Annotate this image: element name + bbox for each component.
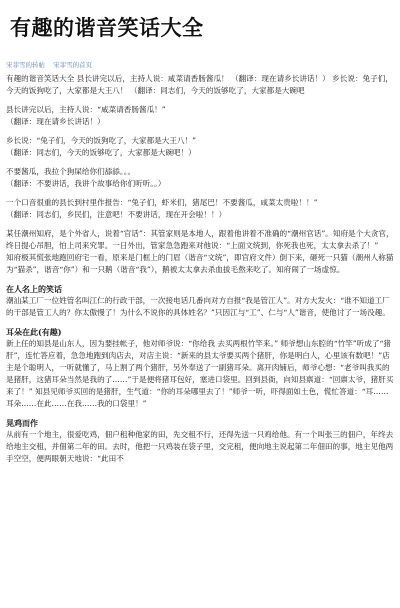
section-heading: 晃鸡而作 xyxy=(6,418,38,428)
paragraph: 有趣的谐音笑话大全 县长讲完以后，主持人说：咸菜请香肠酱瓜！ （翻译：现在请乡长讲话！） 乡长说：兔子们，今天的饭狗吃了，大家都是大王八！ （翻译：同志们，今天的饭够吃了，大家都是大碗吧 xyxy=(6,74,393,95)
paragraph: 知府极其慌张地跑回府宅一看，原来是门框上的门眉（谐音“文统”，即官府文件）倒下来，砸死一只猫（潮州人称猫为“猫杀”，谐音“你”）和一只鹅（谐音“我”），鹅被太太拿去杀血拔毛熬来吃了。知府闹了一场虚惊。 xyxy=(6,253,394,274)
post-meta xyxy=(6,60,394,69)
paragraph: 从前有一个地主，很爱吃鸡，佃户租种他家的田，先交租不行，还得先送一只鸡给他。有一个叫张三的佃户，年终去给地主交租，并佃第二年的田。去时，他把一只鸡装在袋子里，交完租，便向地主说起第二年佃田的事，地主见他两手空空，便两眼朝天地说：“此田不 xyxy=(6,430,394,463)
article-section xyxy=(6,326,394,410)
paragraph: （翻译：同志们，今天的饭够吃了，大家都是大碗吧！） xyxy=(6,148,196,157)
article-body xyxy=(6,73,394,465)
repost-link[interactable]: 宋菲雪的转帖 xyxy=(6,61,45,69)
paragraph: 不要酱瓜，我拉个狗屎给你们舔舔。。。 xyxy=(6,167,136,176)
paragraph: 潮汕某工厂一位姓管名叫江仁的行政干部，一次接电话几番向对方自报“我是管江人”。对方大发火：“谁不知道工厂的干部是管工人的？你太傲慢了！为什么不说你的具体姓名？”只因江与“工”、仁与“人”谐音，使他讨了一场没趣。 xyxy=(6,296,390,317)
section-heading: 耳朵在此(有趣) xyxy=(6,327,62,337)
article-section xyxy=(6,166,394,190)
paragraph: 某任潮州知府，是个外省人，说着“官话”：其管家则是本地人，跟着他讲着不准确的“潮州官话”。知府是个大贪官，终日提心吊胆，怕上司来究罪。一日外出，管家急急跑来对他说：“上面文统到，你死我也死，太太拿去杀了！” xyxy=(6,229,394,250)
paragraph: 县长讲完以后，主持人说：“咸菜请香肠酱瓜！” xyxy=(6,105,166,114)
article-section xyxy=(6,104,394,128)
article-section xyxy=(6,283,394,319)
page-title: 有趣的谐音笑话大全 xyxy=(10,16,204,40)
homepage-link[interactable]: 宋菲雪的首页 xyxy=(53,61,93,69)
article-section xyxy=(6,417,394,465)
article-section xyxy=(6,197,394,221)
article-section xyxy=(6,73,394,97)
article-section xyxy=(6,135,394,159)
article-section xyxy=(6,228,394,276)
paragraph: 新上任的知县是山东人，因为要挂帐子，他对师爷说：“你给我 去买两根竹竿来。” 师爷想山东腔的“竹竿”听成了“猪肝”，连忙答应着，急急地跑到肉店去，对店主说：“新来的县太爷要买两个猪肝，你是明白人，心里该有数吧！”店主是个聪明人，一听就懂了，马上割了两个猪肝，另外奉送了一副猪耳朵。离开肉铺后，师爷心想：“老爷叫我买的是猪肝，这猪耳朵当然是我的了……”于是便将猪耳包好，塞进口袋里。回到县衙，向知县禀道：“回禀太爷，猪肝买来了！” 知县见师爷买回的是猪肝，生气道：“你的耳朵哪里去了！”师爷一听，吓得面如土色，慌忙答道：“耳……耳朵……在此……在我……我的口袋里！” xyxy=(6,339,394,408)
paragraph: （翻译：同志们，乡民们，注意吧！不要讲话，现在开会啦！！） xyxy=(6,210,227,219)
paragraph: 一个口音很重的县长到村里作报告：“兔子们，虾米们，猪尾巴！不要酱瓜，咸菜太贵啦！！” xyxy=(6,198,318,207)
paragraph: （翻译：不要讲话，我讲个故事给你们听听。。） xyxy=(6,179,166,188)
section-heading: 在人名上的笑话 xyxy=(6,284,62,294)
paragraph: （翻译：现在请乡长讲话！） xyxy=(6,117,105,126)
paragraph: 乡长说：“兔子们，今天的饭狗吃了，大家都是大王八！” xyxy=(6,136,197,145)
